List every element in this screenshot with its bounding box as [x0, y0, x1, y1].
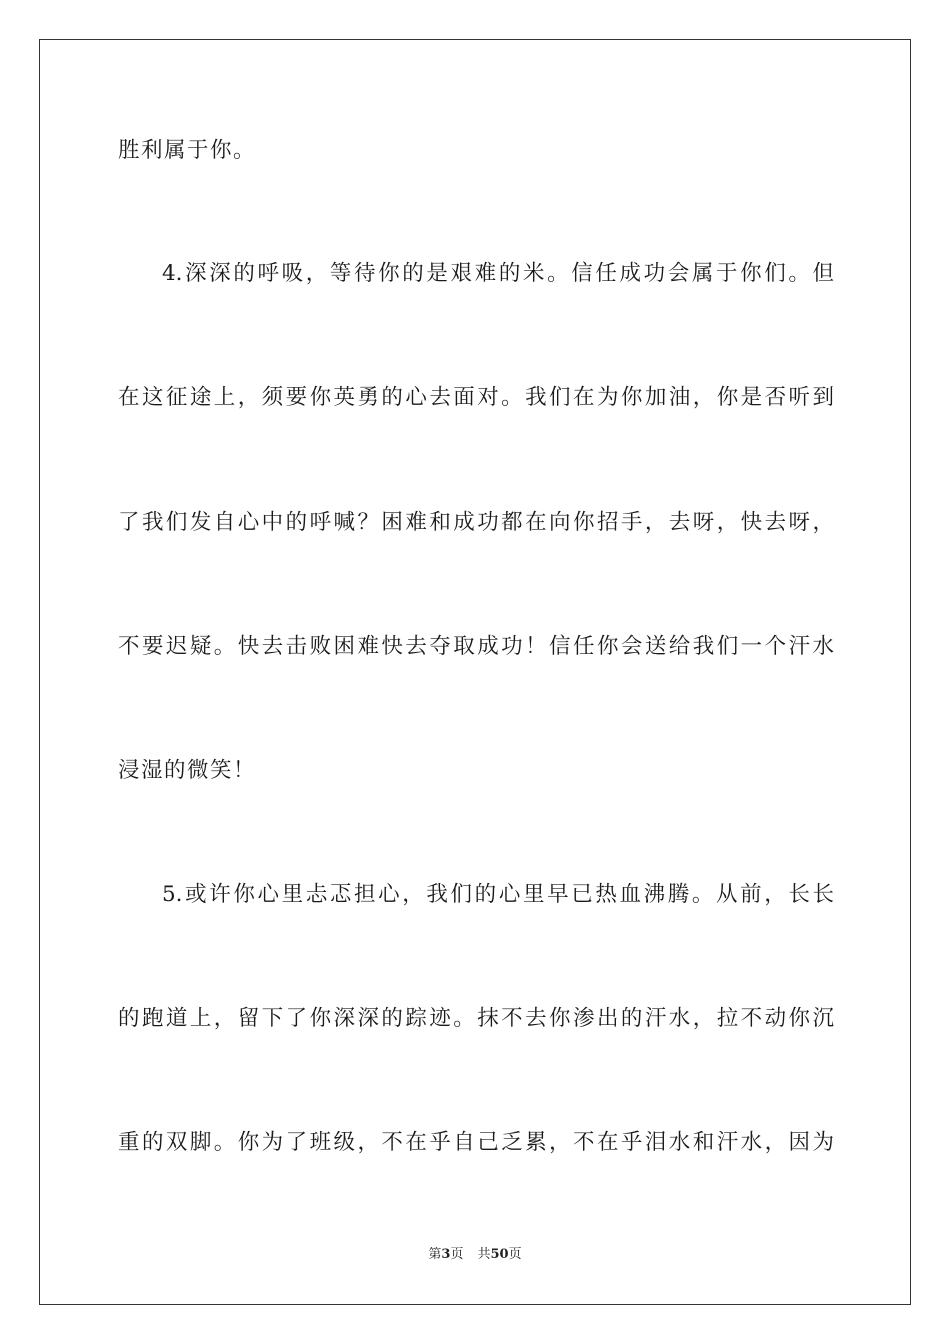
text-line-9: 重的双脚。你为了班级，不在乎自己乏累，不在乎泪水和汗水，因为	[118, 1130, 834, 1155]
text-line-8: 的跑道上，留下了你深深的踪迹。抹不去你渗出的汗水，拉不动你沉	[118, 1006, 834, 1031]
text-line-3: 在这征途上，须要你英勇的心去面对。我们在为你加油，你是否听到	[118, 385, 834, 410]
footer-total-prefix: 共	[477, 1247, 491, 1262]
page-border	[39, 39, 911, 1305]
footer-page-number: 3	[441, 1247, 451, 1262]
footer-page-suffix: 页	[450, 1247, 464, 1262]
footer-page-prefix: 第	[428, 1247, 442, 1262]
text-line-4: 了我们发自心中的呼喊？困难和成功都在向你招手，去呀，快去呀，	[118, 510, 834, 535]
page-footer	[0, 1246, 950, 1264]
text-line-6: 浸湿的微笑！	[118, 758, 257, 783]
footer-total-suffix: 页	[508, 1247, 522, 1262]
text-line-1: 胜利属于你。	[118, 138, 257, 163]
footer-total-pages: 50	[490, 1247, 509, 1262]
text-line-2: 4.深深的呼吸，等待你的是艰难的米。信任成功会属于你们。但	[162, 261, 834, 286]
text-line-7: 5.或许你心里忐忑担心，我们的心里早已热血沸腾。从前，长长	[162, 882, 834, 907]
text-line-5: 不要迟疑。快去击败困难快去夺取成功！信任你会送给我们一个汗水	[118, 634, 834, 659]
